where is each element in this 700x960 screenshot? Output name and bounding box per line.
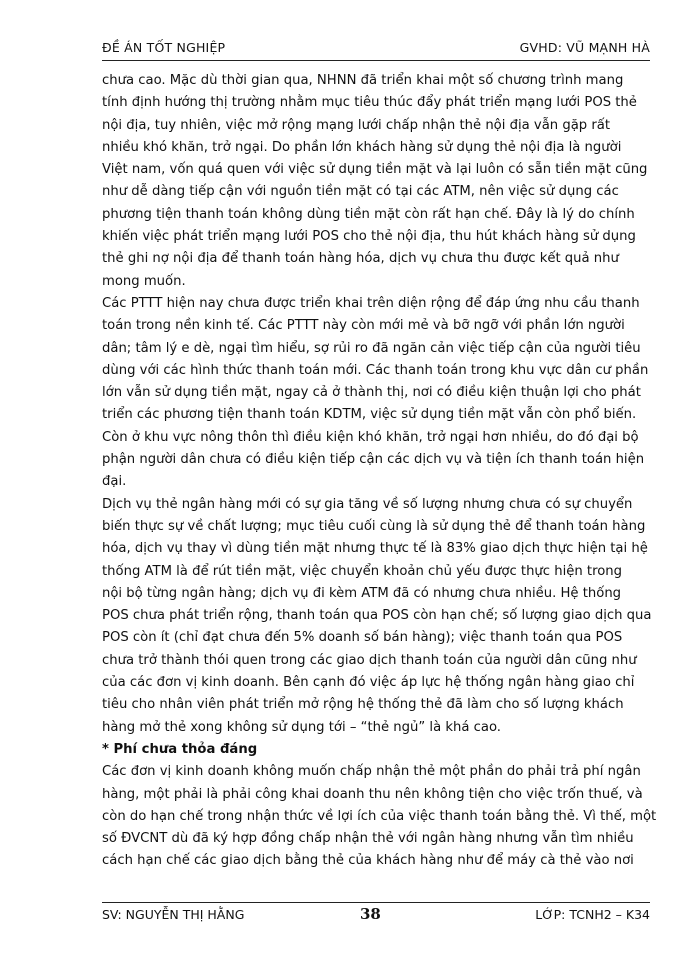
- text-line: POS còn ít (chỉ đạt chưa đến 5% doanh số bán hàng); việc thanh toán qua POS: [102, 630, 623, 646]
- text-line: Việt nam, vốn quá quen với việc sử dụng tiền mặt và lại luôn có sẵn tiền mặt cũng: [102, 162, 648, 178]
- text-line: toán trong nền kinh tế. Các PTTT này còn mới mẻ và bỡ ngỡ với phần lớn người: [102, 318, 625, 334]
- text-line: tiêu cho nhân viên phát triển mở rộng hệ thống thẻ đã làm cho số lượng khách: [102, 697, 624, 713]
- text-line: thẻ ghi nợ nội địa để thanh toán hàng hóa, dịch vụ chưa thu được kết quả như: [102, 251, 619, 267]
- text-line: Dịch vụ thẻ ngân hàng mới có sự gia tăng về số lượng nhưng chưa có sự chuyển: [102, 496, 633, 512]
- text-line: nội bộ từng ngân hàng; dịch vụ đi kèm ATM đã có nhưng chưa nhiều. Hệ thống: [102, 585, 622, 601]
- text-line: hóa, dịch vụ thay vì dùng tiền mặt nhưng thực tế là 83% giao dịch thực hiện tại hệ: [102, 541, 648, 557]
- text-line: Còn ở khu vực nông thôn thì điều kiện khó khăn, trở ngại hơn nhiều, do đó đại bộ: [102, 429, 639, 445]
- text-line: hàng mở thẻ xong không sử dụng tới – “thẻ ngủ” là khá cao.: [102, 719, 501, 735]
- text-line: cách hạn chế các giao dịch bằng thẻ của khách hàng như để máy cà thẻ vào nơi: [102, 853, 634, 869]
- text-line: số ĐVCNT dù đã ký hợp đồng chấp nhận thẻ với ngân hàng nhưng vẫn tìm nhiều: [102, 831, 634, 847]
- header-title: ĐỀ ÁN TỐT NGHIỆP: [102, 40, 226, 55]
- text-line: tính định hướng thị trường nhằm mục tiêu thúc đẩy phát triển mạng lưới POS thẻ: [102, 95, 637, 111]
- text-line: mong muốn.: [102, 273, 186, 289]
- text-line: chưa trở thành thói quen trong các giao dịch thanh toán của người dân cũng như: [102, 652, 637, 668]
- text-line: của các đơn vị kinh doanh. Bên cạnh đó việc áp lực hệ thống ngân hàng giao chỉ: [102, 675, 635, 691]
- page-header: [102, 38, 650, 61]
- text-line: phận người dân chưa có điều kiện tiếp cận các dịch vụ và tiện ích thanh toán hiện: [102, 452, 645, 468]
- text-line: nhiều khó khăn, trở ngại. Do phần lớn khách hàng sử dụng thẻ nội địa là người: [102, 139, 622, 155]
- header-advisor: GVHD: VŨ MẠNH HÀ: [519, 40, 650, 55]
- text-line: đại.: [102, 474, 127, 490]
- text-line: POS chưa phát triển rộng, thanh toán qua POS còn hạn chế; số lượng giao dịch qua: [102, 608, 652, 624]
- footer-class: LỚP: TCNH2 – K34: [535, 907, 650, 922]
- text-line: hàng, một phải là phải công khai doanh thu nên không tiện cho việc trốn thuế, và: [102, 786, 643, 802]
- text-line: phương tiện thanh toán không dùng tiền mặt còn rất hạn chế. Đây là lý do chính: [102, 206, 635, 222]
- text-line: biến thực sự về chất lượng; mục tiêu cuối cùng là sử dụng thẻ để thanh toán hàng: [102, 518, 646, 534]
- body-text: [102, 70, 657, 873]
- text-line: dùng với các hình thức thanh toán mới. Các thanh toán trong khu vực dân cư phần: [102, 362, 649, 378]
- section-heading: * Phí chưa thỏa đáng: [102, 741, 258, 757]
- text-line: thống ATM là để rút tiền mặt, việc chuyển khoản chủ yếu được thực hiện trong: [102, 563, 623, 579]
- page-footer: [102, 902, 650, 927]
- text-line: còn do hạn chế trong nhận thức về lợi ích của việc thanh toán bằng thẻ. Vì thế, một: [102, 808, 657, 824]
- text-line: Các PTTT hiện nay chưa được triển khai trên diện rộng để đáp ứng nhu cầu thanh: [102, 295, 640, 311]
- text-line: lớn vẫn sử dụng tiền mặt, ngay cả ở thành thị, nơi có điều kiện thuận lợi cho phát: [102, 385, 641, 401]
- text-line: triển các phương tiện thanh toán KDTM, việc sử dụng tiền mặt vẫn còn phổ biến.: [102, 407, 637, 423]
- page-number: 38: [360, 905, 381, 923]
- text-line: khiến việc phát triển mạng lưới POS cho thẻ nội địa, thu hút khách hàng sử dụng: [102, 229, 636, 245]
- text-line: Các đơn vị kinh doanh không muốn chấp nhận thẻ một phần do phải trả phí ngân: [102, 764, 641, 780]
- text-line: dân; tâm lý e dè, ngại tìm hiểu, sợ rủi ro đã ngăn cản việc tiếp cận của người tiêu: [102, 340, 641, 356]
- text-line: nội địa, tuy nhiên, việc mở rộng mạng lưới chấp nhận thẻ nội địa vẫn gặp rất: [102, 117, 611, 133]
- text-line: như dễ dàng tiếp cận với nguồn tiền mặt có tại các ATM, nên việc sử dụng các: [102, 184, 619, 200]
- footer-student: SV: NGUYỄN THỊ HẰNG: [102, 907, 245, 922]
- text-line: chưa cao. Mặc dù thời gian qua, NHNN đã triển khai một số chương trình mang: [102, 73, 624, 88]
